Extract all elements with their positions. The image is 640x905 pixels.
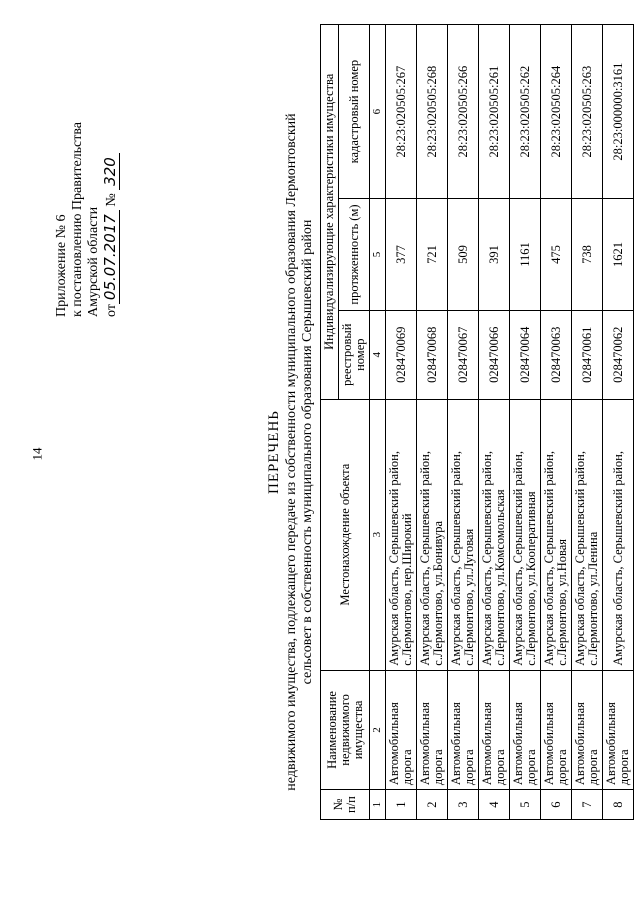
registry-number: 028470064 <box>510 310 541 399</box>
cadastral-number: 28:23:020505:263 <box>572 25 603 199</box>
property-location: Амурская область, Серышевский район, с.Лермонтово, ул.Ленина <box>572 399 603 670</box>
cadastral-number: 28:23:000000:3161 <box>603 25 634 199</box>
cadastral-number: 28:23:020505:267 <box>386 25 417 199</box>
property-table <box>320 24 634 820</box>
table-row <box>510 25 541 820</box>
property-location: Амурская область, Серышевский район, с.Лермонтово, ул.Комсомольская <box>479 399 510 670</box>
property-name: Автомобильная дорога <box>417 670 448 789</box>
registry-number: 028470062 <box>603 310 634 399</box>
title-line-1: недвижимого имущества, подлежащего передаче из собственности муниципального образования Лермонтовский <box>284 113 299 791</box>
registry-number: 028470061 <box>572 310 603 399</box>
property-name: Автомобильная дорога <box>448 670 479 789</box>
property-location: Амурская область, Серышевский район, <box>603 399 634 670</box>
title-heading: ПЕРЕЧЕНЬ <box>266 410 282 494</box>
row-number: 3 <box>448 790 479 820</box>
handwritten-number: 320 <box>101 153 120 190</box>
column-number: 6 <box>370 25 386 199</box>
row-number: 5 <box>510 790 541 820</box>
table-row <box>572 25 603 820</box>
row-number: 1 <box>386 790 417 820</box>
property-location: Амурская область, Серышевский район, с.Лермонтово, ул.Луговая <box>448 399 479 670</box>
registry-number: 028470063 <box>541 310 572 399</box>
handwritten-date: 05.07.2017 <box>101 210 120 304</box>
page-number: 14 <box>29 447 45 461</box>
registry-number: 028470066 <box>479 310 510 399</box>
property-name: Автомобильная дорога <box>479 670 510 789</box>
length-value: 738 <box>572 199 603 311</box>
registry-number: 028470069 <box>386 310 417 399</box>
date-prefix: от <box>104 304 119 317</box>
header-location: Местонахождение объекта <box>321 399 370 670</box>
header-characteristics: Индивидуализирующие характеристики имущества <box>321 25 339 400</box>
length-value: 721 <box>417 199 448 311</box>
header-registry: реестровый номер <box>339 310 370 399</box>
registry-number: 028470067 <box>448 310 479 399</box>
appendix-date-line <box>102 82 120 317</box>
property-name: Автомобильная дорога <box>541 670 572 789</box>
header-num: № п/п <box>321 790 370 820</box>
title-line-2: сельсовет в собственность муниципального образования Серышевский район <box>300 219 315 685</box>
cadastral-number: 28:23:020505:266 <box>448 25 479 199</box>
length-value: 1161 <box>510 199 541 311</box>
appendix-title: Приложение № 6 <box>54 214 69 317</box>
document-title <box>266 22 316 882</box>
property-location: Амурская область, Серышевский район, с.Лермонтово, пер.Широкий <box>386 399 417 670</box>
row-number: 4 <box>479 790 510 820</box>
column-number: 1 <box>370 790 386 820</box>
length-value: 475 <box>541 199 572 311</box>
length-value: 377 <box>386 199 417 311</box>
header-name: Наименование недвижимого имущества <box>321 670 370 789</box>
column-number: 3 <box>370 399 386 670</box>
column-number: 2 <box>370 670 386 789</box>
appendix-block <box>54 82 120 317</box>
length-value: 391 <box>479 199 510 311</box>
property-location: Амурская область, Серышевский район, с.Лермонтово, ул.Кооперативная <box>510 399 541 670</box>
cadastral-number: 28:23:020505:261 <box>479 25 510 199</box>
property-location: Амурская область, Серышевский район, с.Лермонтово, ул.Новая <box>541 399 572 670</box>
column-number: 4 <box>370 310 386 399</box>
table-row <box>479 25 510 820</box>
row-number: 6 <box>541 790 572 820</box>
column-number: 5 <box>370 199 386 311</box>
property-name: Автомобильная дорога <box>572 670 603 789</box>
length-value: 509 <box>448 199 479 311</box>
table-row <box>603 25 634 820</box>
row-number: 7 <box>572 790 603 820</box>
property-name: Автомобильная дорога <box>510 670 541 789</box>
table-row <box>386 25 417 820</box>
header-cadastral: кадастровый номер <box>339 25 370 199</box>
table-row <box>417 25 448 820</box>
cadastral-number: 28:23:020505:268 <box>417 25 448 199</box>
table-row <box>448 25 479 820</box>
property-location: Амурская область, Серышевский район, с.Лермонтово, ул.Бонивура <box>417 399 448 670</box>
appendix-resolution: к постановлению Правительства <box>70 121 85 317</box>
property-name: Автомобильная дорога <box>386 670 417 789</box>
registry-number: 028470068 <box>417 310 448 399</box>
column-number-row <box>370 25 386 820</box>
appendix-region: Амурской области <box>86 206 101 317</box>
row-number: 8 <box>603 790 634 820</box>
row-number: 2 <box>417 790 448 820</box>
cadastral-number: 28:23:020505:262 <box>510 25 541 199</box>
cadastral-number: 28:23:020505:264 <box>541 25 572 199</box>
length-value: 1621 <box>603 199 634 311</box>
header-length: протяженность (м) <box>339 199 370 311</box>
table-row <box>541 25 572 820</box>
rotated-document <box>20 22 631 882</box>
number-prefix: № <box>104 193 119 207</box>
property-name: Автомобильная дорога <box>603 670 634 789</box>
